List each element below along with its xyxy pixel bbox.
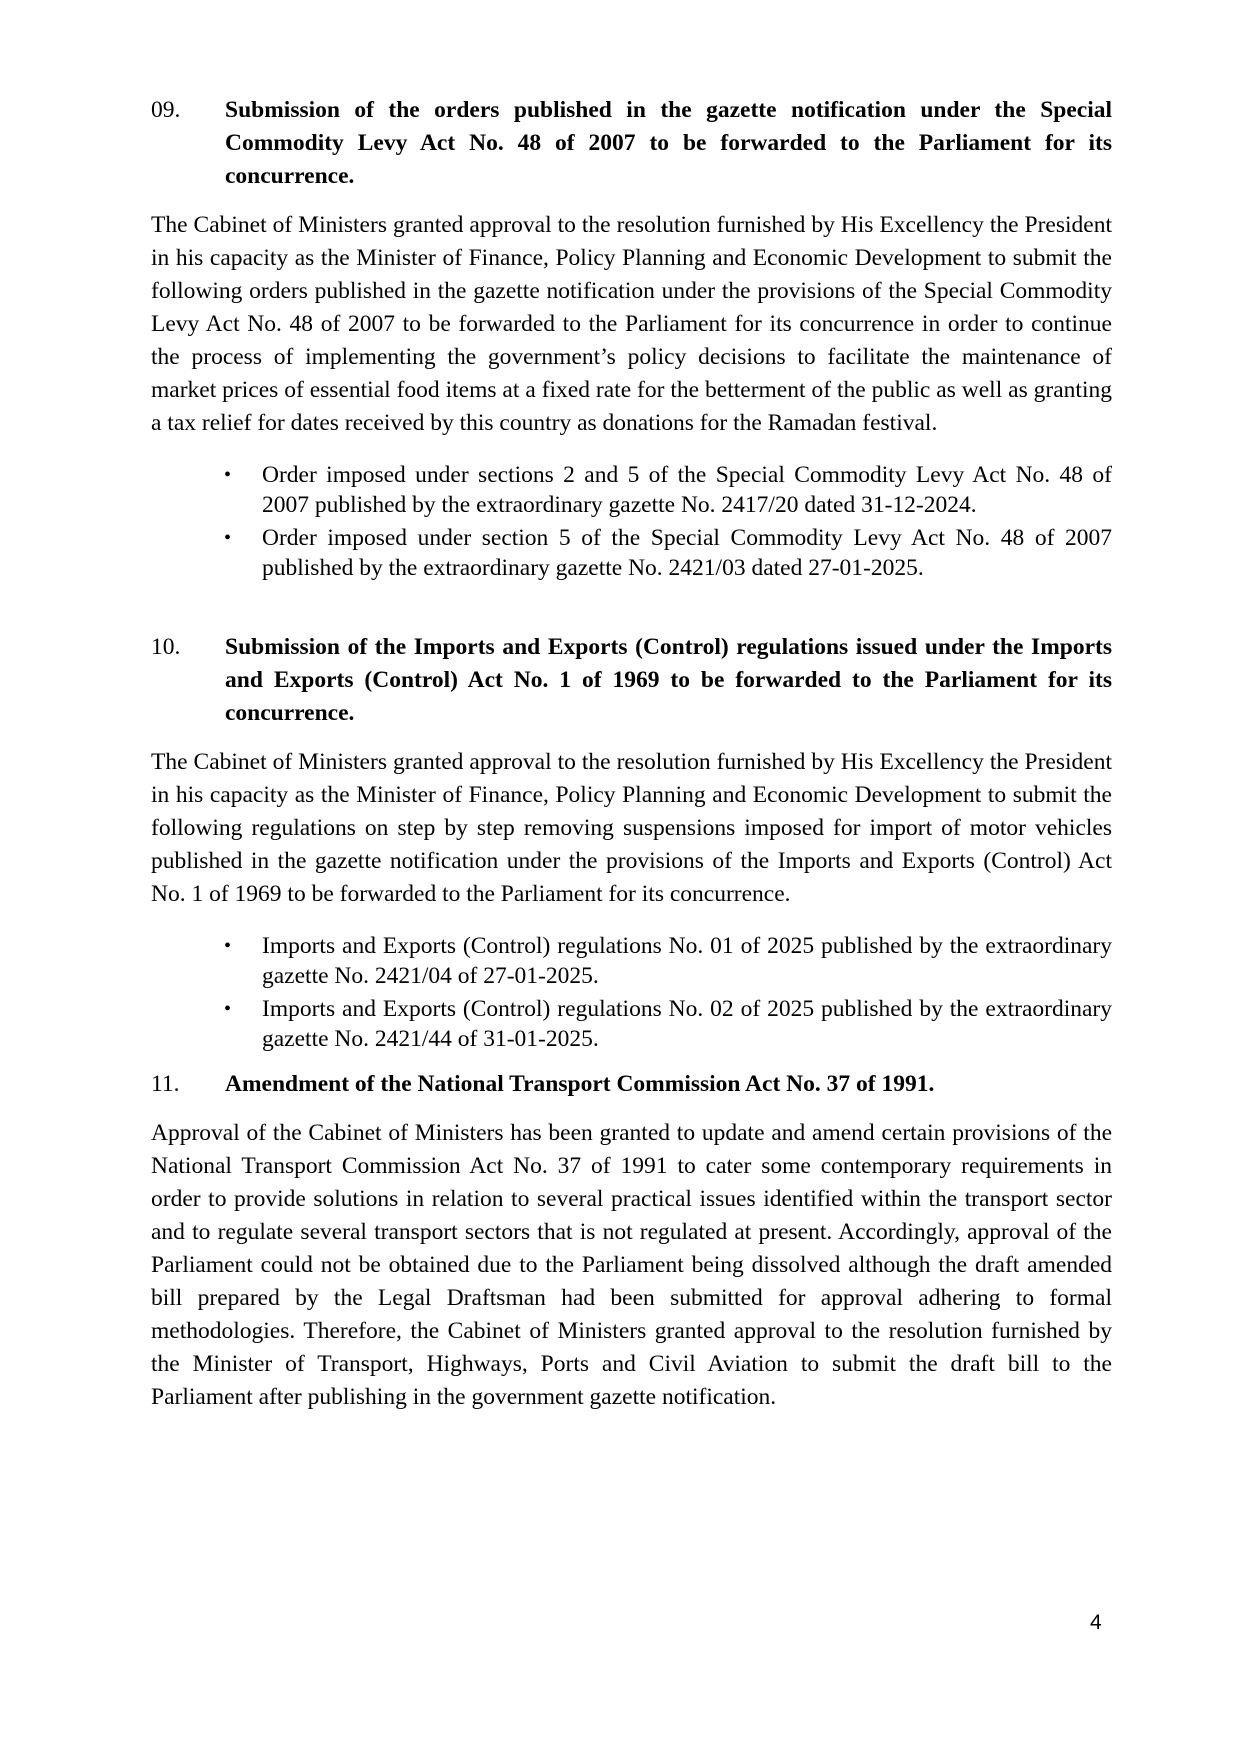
bullet-icon: • xyxy=(224,464,232,486)
section-heading xyxy=(151,94,1112,193)
page-number: 4 xyxy=(1090,1611,1102,1634)
list-item xyxy=(151,523,1112,583)
section-title: Submission of the Imports and Exports (Control) regulations issued under the Imports and Exports (Control) Act No. 1 of 1969 to be forwarded to the Parliament for its concurrence. xyxy=(225,634,1112,726)
section-number: 10. xyxy=(151,634,181,660)
section-11 xyxy=(151,1068,1112,1414)
list-item-text: Order imposed under section 5 of the Special Commodity Levy Act No. 48 of 2007 published by the extraordinary gazette No. 2421/03 dated 27-01-2025. xyxy=(262,525,1112,581)
section-number: 09. xyxy=(151,97,181,123)
section-10 xyxy=(151,631,1112,1054)
section-title: Amendment of the National Transport Commission Act No. 37 of 1991. xyxy=(225,1071,935,1097)
section-09 xyxy=(151,94,1112,583)
list-item-text: Imports and Exports (Control) regulations No. 01 of 2025 published by the extraordinary gazette No. 2421/04 of 27-01-2025. xyxy=(262,933,1112,989)
list-item xyxy=(151,994,1112,1054)
document-page xyxy=(151,94,1112,1414)
section-heading xyxy=(151,631,1112,730)
bullet-list xyxy=(151,931,1112,1054)
list-item-text: Order imposed under sections 2 and 5 of the Special Commodity Levy Act No. 48 of 2007 published by the extraordinary gazette No. 2417/20 dated 31-12-2024. xyxy=(262,462,1112,518)
bullet-icon: • xyxy=(224,527,232,549)
section-body: The Cabinet of Ministers granted approval to the resolution furnished by His Excellency the President in his capacity as the Minister of Finance, Policy Planning and Economic Development to submit the following orders published in the gazette notification under the provisions of the Special Commodity Levy Act No. 48 of 2007 to be forwarded to the Parliament for its concurrence in order to continue the process of implementing the government’s policy decisions to facilitate the maintenance of market prices of essential food items at a fixed rate for the betterment of the public as well as granting a tax relief for dates received by this country as donations for the Ramadan festival. xyxy=(151,212,1112,436)
bullet-list xyxy=(151,460,1112,583)
list-item xyxy=(151,460,1112,520)
section-heading xyxy=(151,1068,1112,1101)
section-body: The Cabinet of Ministers granted approval to the resolution furnished by His Excellency the President in his capacity as the Minister of Finance, Policy Planning and Economic Development to submit the following regulations on step by step removing suspensions imposed for import of motor vehicles published in the gazette notification under the provisions of the Imports and Exports (Control) Act No. 1 of 1969 to be forwarded to the Parliament for its concurrence. xyxy=(151,749,1112,907)
list-item-text: Imports and Exports (Control) regulations No. 02 of 2025 published by the extraordinary gazette No. 2421/44 of 31-01-2025. xyxy=(262,996,1112,1052)
section-title: Submission of the orders published in the gazette notification under the Special Commodity Levy Act No. 48 of 2007 to be forwarded to the Parliament for its concurrence. xyxy=(225,97,1112,189)
section-body: Approval of the Cabinet of Ministers has been granted to update and amend certain provisions of the National Transport Commission Act No. 37 of 1991 to cater some contemporary requirements in order to provide solutions in relation to several practical issues identified within the transport sector and to regulate several transport sectors that is not regulated at present. Accordingly, approval of the Parliament could not be obtained due to the Parliament being dissolved although the draft amended bill prepared by the Legal Draftsman had been submitted for approval adhering to formal methodologies. Therefore, the Cabinet of Ministers granted approval to the resolution furnished by the Minister of Transport, Highways, Ports and Civil Aviation to submit the draft bill to the Parliament after publishing in the government gazette notification. xyxy=(151,1120,1112,1410)
bullet-icon: • xyxy=(224,935,232,957)
list-item xyxy=(151,931,1112,991)
bullet-icon: • xyxy=(224,998,232,1020)
section-number: 11. xyxy=(151,1071,180,1097)
